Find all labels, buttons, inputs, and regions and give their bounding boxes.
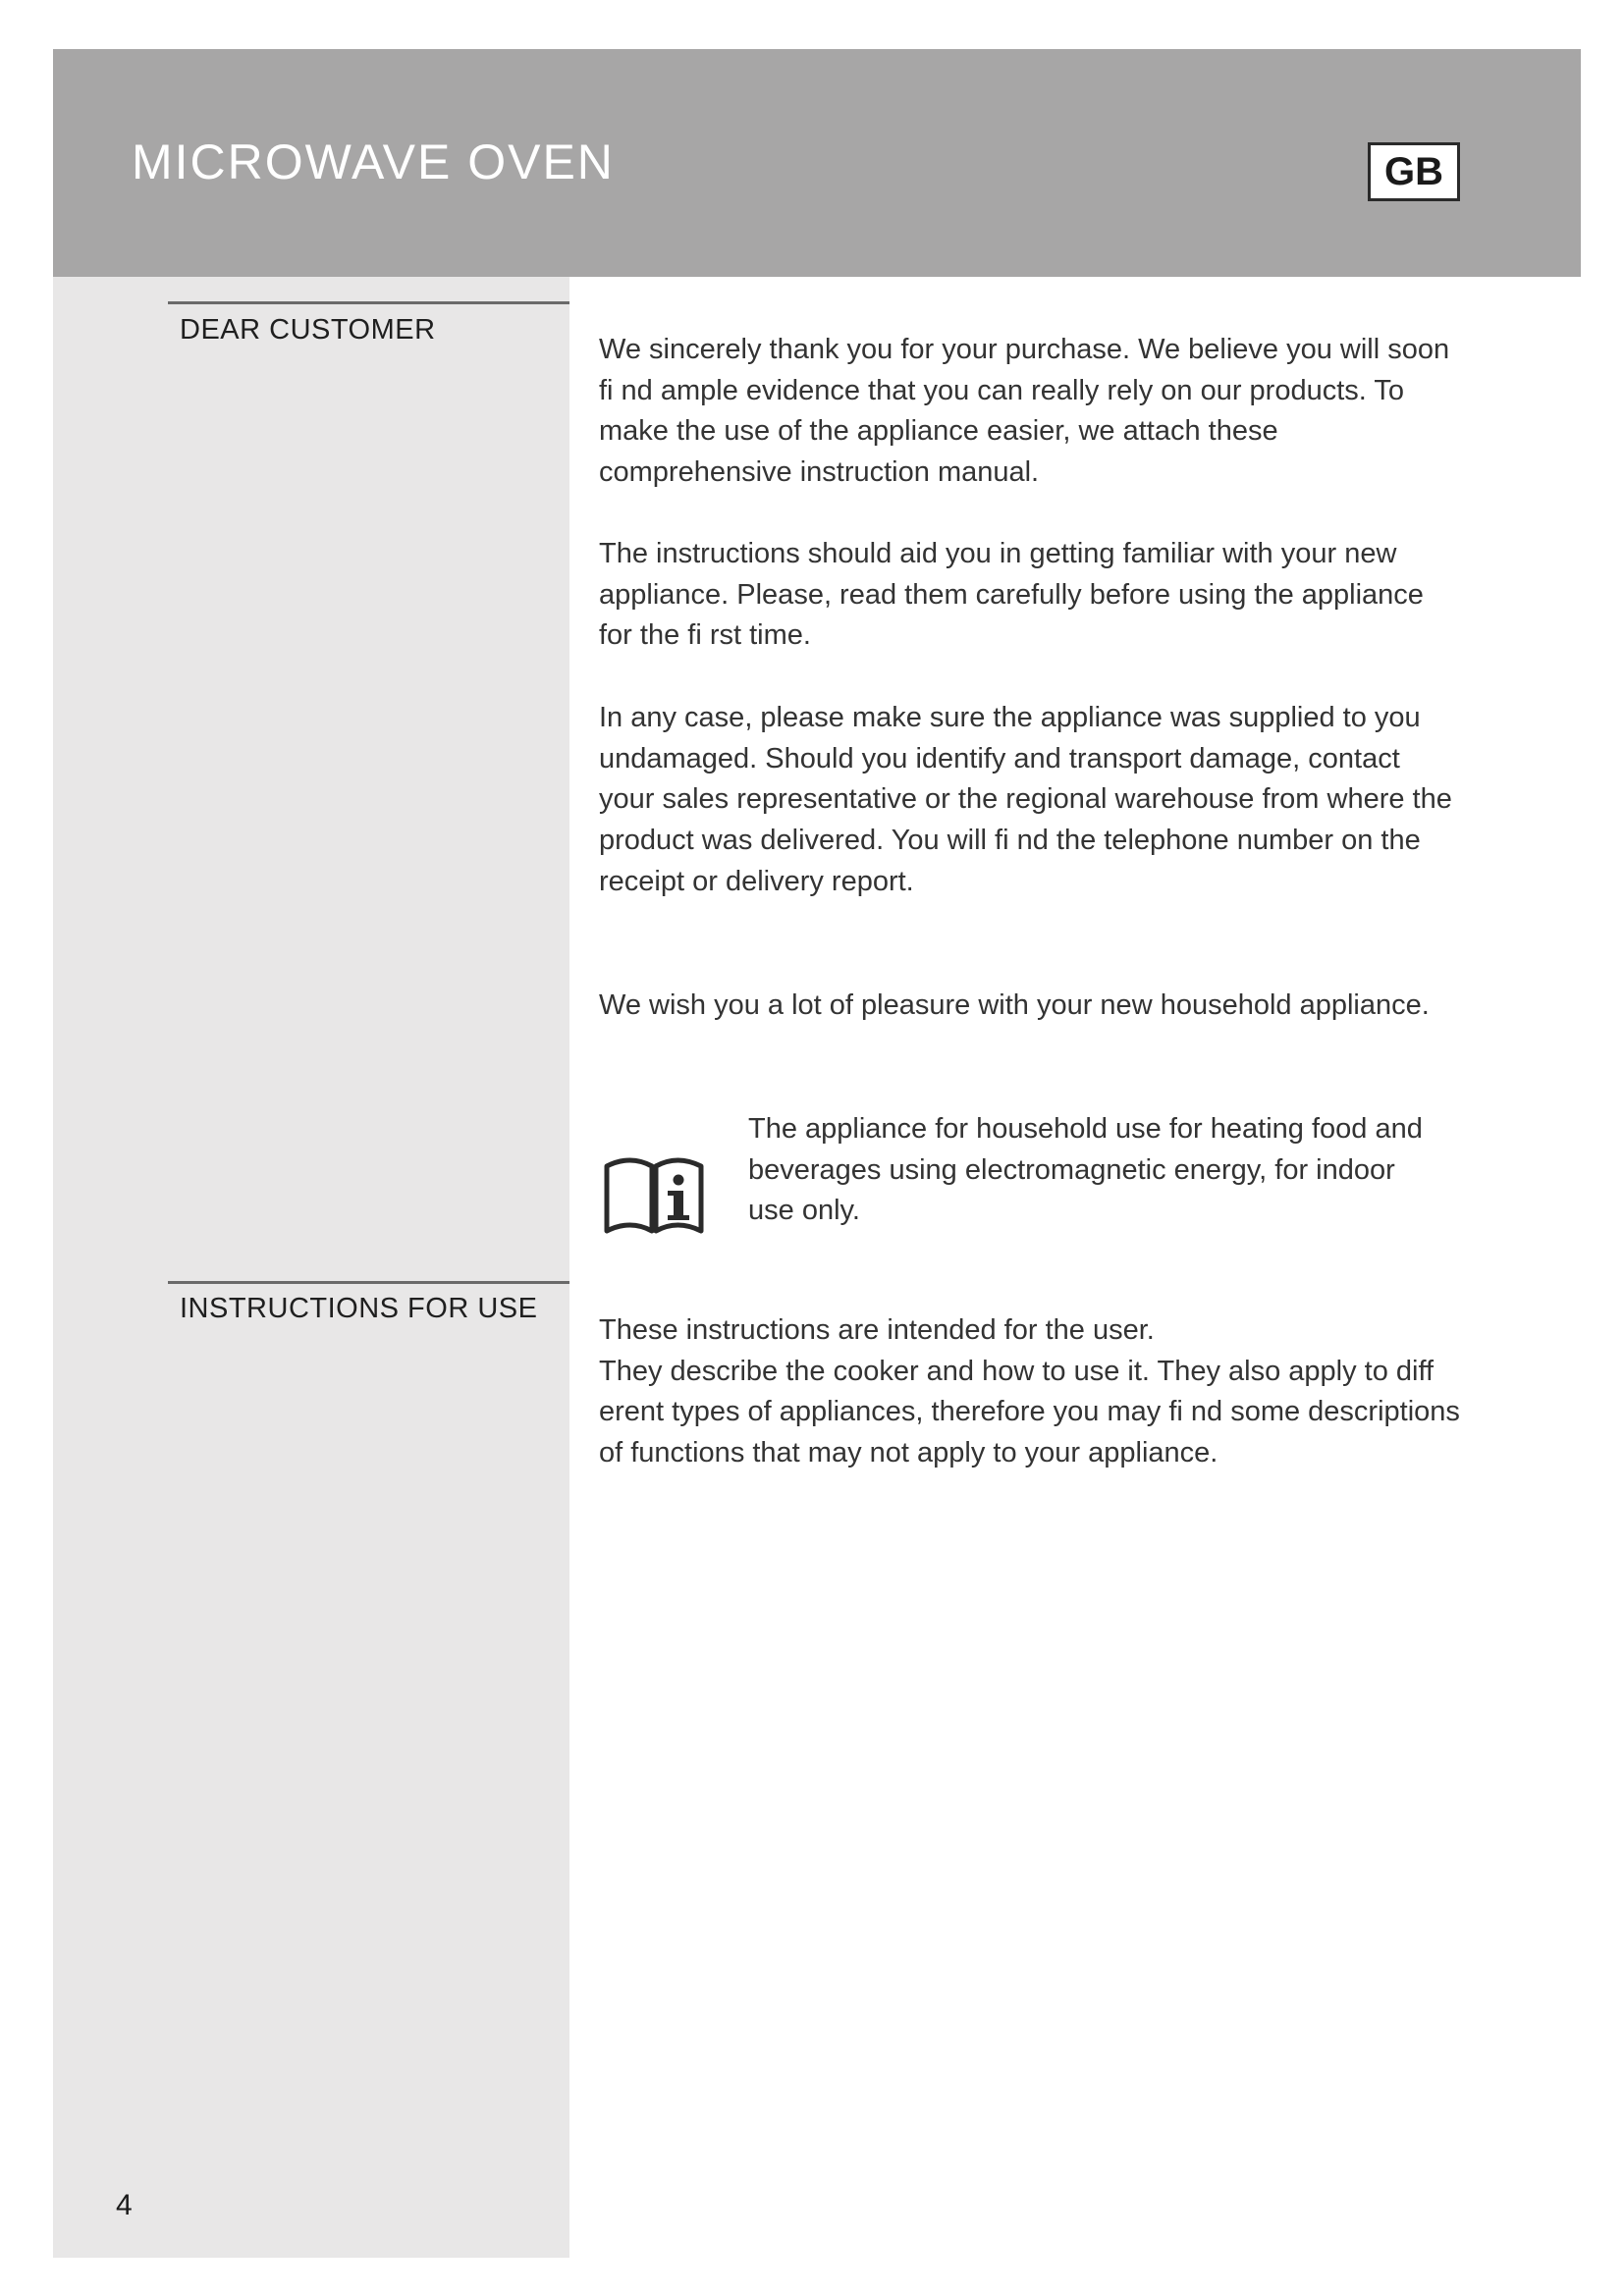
dear-customer-heading: DEAR CUSTOMER [180, 314, 436, 346]
sidebar-column [53, 277, 569, 2258]
instructions-line-describe: They describe the cooker and how to use it. They also apply to diff erent types of appliances, therefore you may fi nd some descriptions of functions that may not apply to your appliance. [599, 1355, 1460, 1469]
language-badge: GB [1368, 142, 1460, 201]
familiarize-paragraph: The instructions should aid you in getting familiar with your new appliance. Please, read them carefully before using the appliance for the fi rst time. [599, 538, 1424, 652]
section-divider [168, 1281, 569, 1284]
intro-paragraph: We sincerely thank you for your purchase. We believe you will soon fi nd ample evidence that you can really rely on our products. To make the use of the appliance easier, we attach these comprehensive instruction manual. [599, 334, 1450, 489]
instructions-text [599, 1310, 1463, 1474]
wish-paragraph: We wish you a lot of pleasure with your new household appliance. [599, 989, 1430, 1021]
instructions-for-use-heading: INSTRUCTIONS FOR USE [180, 1293, 538, 1324]
read-manual-info-icon [601, 1150, 707, 1235]
info-note: The appliance for household use for heating food and beverages using electromagnetic energy, for indoor use only. [748, 1113, 1423, 1227]
instructions-line-intended: These instructions are intended for the user. [599, 1314, 1155, 1346]
page-title: MICROWAVE OVEN [132, 134, 615, 189]
damage-paragraph: In any case, please make sure the appliance was supplied to you undamaged. Should you identify and transport damage, contact your sales representative or the regional warehouse from where the product was delivered. You will fi nd the telephone number on the receipt or delivery report. [599, 702, 1452, 897]
page-number: 4 [116, 2189, 133, 2221]
section-divider [168, 301, 569, 304]
